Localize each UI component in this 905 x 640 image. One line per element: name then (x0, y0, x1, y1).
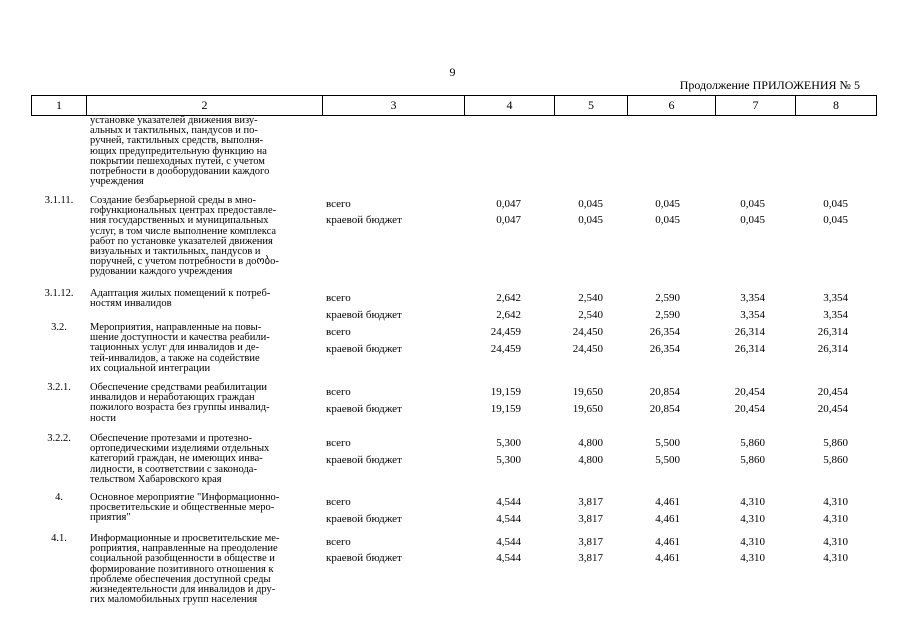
row-number: 3.2.1. (47, 382, 71, 393)
row-name: Информационные и просветительские ме- роприятия, направленные на преодоление социальной разобщенности в обществе и формирование позитивного отношения к проблеме обеспечения доступной среды жизнедеятельности для инвалидов и дру- гих маломобильных групп населения (90, 533, 280, 606)
value-col-4: 0,047 (496, 214, 521, 226)
funding-line (31, 386, 876, 398)
funding-source: всего (326, 198, 351, 210)
funding-line (31, 403, 876, 415)
value-col-8: 20,454 (817, 403, 848, 415)
funding-line (31, 326, 876, 338)
value-col-5: 2,540 (578, 292, 603, 304)
value-col-6: 4,461 (655, 536, 680, 548)
row-number: 3.1.12. (44, 288, 74, 299)
value-col-7: 0,045 (740, 198, 765, 210)
value-col-4: 2,642 (496, 309, 521, 321)
column-header-8: 8 (796, 96, 877, 116)
funding-source: всего (326, 326, 351, 338)
value-col-4: 0,047 (496, 198, 521, 210)
value-col-5: 4,800 (578, 454, 603, 466)
column-header-table (31, 95, 877, 116)
row-number: 3.2.2. (47, 433, 71, 444)
value-col-6: 2,590 (655, 309, 680, 321)
value-col-7: 4,310 (740, 496, 765, 508)
value-col-6: 4,461 (655, 513, 680, 525)
row-number: 4. (55, 492, 63, 503)
funding-source: краевой бюджет (326, 403, 402, 415)
row-number: 3.1.11. (44, 195, 74, 206)
row-name: Создание безбарьерной среды в мно- гофункциональных центрах предоставле- ния государственных и муниципальных услуг, в том числе выполнение комплекса работ по установке указателей движения визуальных и тактильных, пандусов и поручней, с учетом потребности в доობо- рудовании каждого учреждения (90, 195, 279, 278)
funding-line (31, 513, 876, 525)
value-col-5: 3,817 (578, 496, 603, 508)
value-col-5: 24,450 (572, 326, 603, 338)
value-col-8: 4,310 (823, 552, 848, 564)
value-col-4: 4,544 (496, 513, 521, 525)
value-col-7: 3,354 (740, 309, 765, 321)
row-number: 4.1. (51, 533, 67, 544)
value-col-4: 2,642 (496, 292, 521, 304)
funding-source: краевой бюджет (326, 513, 402, 525)
funding-line (31, 292, 876, 304)
page-number: 9 (449, 65, 456, 79)
funding-source: краевой бюджет (326, 343, 402, 355)
column-header-3: 3 (323, 96, 465, 116)
column-header-5: 5 (555, 96, 628, 116)
row-name: Обеспечение протезами и протезно- ортопедическими изделиями отдельных категорий граждан, не имеющих инва- лидности, в соответствии с законода- тельством Хабаровского края (90, 433, 270, 485)
funding-source: краевой бюджет (326, 309, 402, 321)
value-col-5: 19,650 (572, 403, 603, 415)
value-col-5: 3,817 (578, 513, 603, 525)
value-col-4: 4,544 (496, 536, 521, 548)
funding-line (31, 214, 876, 226)
value-col-8: 20,454 (817, 386, 848, 398)
value-col-7: 4,310 (740, 552, 765, 564)
value-col-8: 26,314 (817, 343, 848, 355)
value-col-8: 4,310 (823, 496, 848, 508)
value-col-4: 19,159 (490, 403, 521, 415)
column-header-7: 7 (716, 96, 796, 116)
continuation-label: Продолжение ПРИЛОЖЕНИЯ № 5 (679, 78, 860, 92)
funding-source: краевой бюджет (326, 552, 402, 564)
value-col-6: 20,854 (649, 403, 680, 415)
row-name: установке указателей движения визу- альных и тактильных, пандусов и по- ручней, тактильных средств, выполня- ющих предупредительную функцию на покрытии пешеходных путей, с учетом потребности в дооборудовании каждого учреждения (90, 115, 270, 188)
row-name: Адаптация жилых помещений к потреб- ностям инвалидов (90, 288, 271, 310)
column-header-2: 2 (87, 96, 323, 116)
value-col-8: 3,354 (823, 309, 848, 321)
column-header-1: 1 (32, 96, 87, 116)
value-col-6: 2,590 (655, 292, 680, 304)
value-col-6: 20,854 (649, 386, 680, 398)
value-col-6: 5,500 (655, 454, 680, 466)
value-col-6: 4,461 (655, 496, 680, 508)
value-col-7: 4,310 (740, 513, 765, 525)
value-col-7: 20,454 (734, 403, 765, 415)
value-col-5: 4,800 (578, 437, 603, 449)
value-col-8: 3,354 (823, 292, 848, 304)
value-col-5: 3,817 (578, 536, 603, 548)
funding-line (31, 454, 876, 466)
funding-line (31, 309, 876, 321)
value-col-4: 4,544 (496, 496, 521, 508)
value-col-8: 5,860 (823, 437, 848, 449)
value-col-8: 26,314 (817, 326, 848, 338)
funding-line (31, 343, 876, 355)
funding-line (31, 496, 876, 508)
value-col-8: 5,860 (823, 454, 848, 466)
value-col-4: 4,544 (496, 552, 521, 564)
value-col-7: 0,045 (740, 214, 765, 226)
funding-source: всего (326, 496, 351, 508)
value-col-7: 20,454 (734, 386, 765, 398)
value-col-6: 26,354 (649, 343, 680, 355)
value-col-4: 19,159 (490, 386, 521, 398)
funding-source: всего (326, 536, 351, 548)
funding-line (31, 195, 876, 210)
funding-line (31, 552, 876, 564)
value-col-5: 24,450 (572, 343, 603, 355)
value-col-8: 0,045 (823, 214, 848, 226)
value-col-6: 4,461 (655, 552, 680, 564)
value-col-8: 4,310 (823, 536, 848, 548)
row-name: Обеспечение средствами реабилитации инвалидов и неработающих граждан пожилого возраста без группы инвалид- ности (90, 382, 270, 424)
value-col-6: 0,045 (655, 214, 680, 226)
column-header-6: 6 (628, 96, 716, 116)
value-col-7: 5,860 (740, 454, 765, 466)
column-header-4: 4 (465, 96, 555, 116)
value-col-8: 4,310 (823, 513, 848, 525)
value-col-4: 5,300 (496, 454, 521, 466)
value-col-7: 26,314 (734, 343, 765, 355)
funding-source: всего (326, 386, 351, 398)
value-col-5: 2,540 (578, 309, 603, 321)
value-col-5: 0,045 (578, 214, 603, 226)
value-col-5: 3,817 (578, 552, 603, 564)
value-col-7: 3,354 (740, 292, 765, 304)
value-col-4: 24,459 (490, 343, 521, 355)
value-col-7: 26,314 (734, 326, 765, 338)
funding-source: всего (326, 292, 351, 304)
value-col-7: 4,310 (740, 536, 765, 548)
value-col-6: 26,354 (649, 326, 680, 338)
value-col-4: 5,300 (496, 437, 521, 449)
value-col-5: 19,650 (572, 386, 603, 398)
value-col-7: 5,860 (740, 437, 765, 449)
funding-source: всего (326, 437, 351, 449)
value-col-5: 0,045 (578, 198, 603, 210)
row-number: 3.2. (51, 322, 67, 333)
funding-line (31, 533, 876, 548)
value-col-8: 0,045 (823, 198, 848, 210)
value-col-6: 0,045 (655, 198, 680, 210)
row-name: Мероприятия, направленные на повы- шение доступности и качества реабили- тационных услуг для инвалидов и де- тей-инвалидов, а также на содействие их социальной интеграции (90, 322, 270, 374)
funding-source: краевой бюджет (326, 214, 402, 226)
funding-line (31, 437, 876, 449)
funding-source: краевой бюджет (326, 454, 402, 466)
row-name: Основное мероприятие "Информационно- просветительские и общественные меро- приятия" (90, 492, 280, 524)
value-col-4: 24,459 (490, 326, 521, 338)
value-col-6: 5,500 (655, 437, 680, 449)
